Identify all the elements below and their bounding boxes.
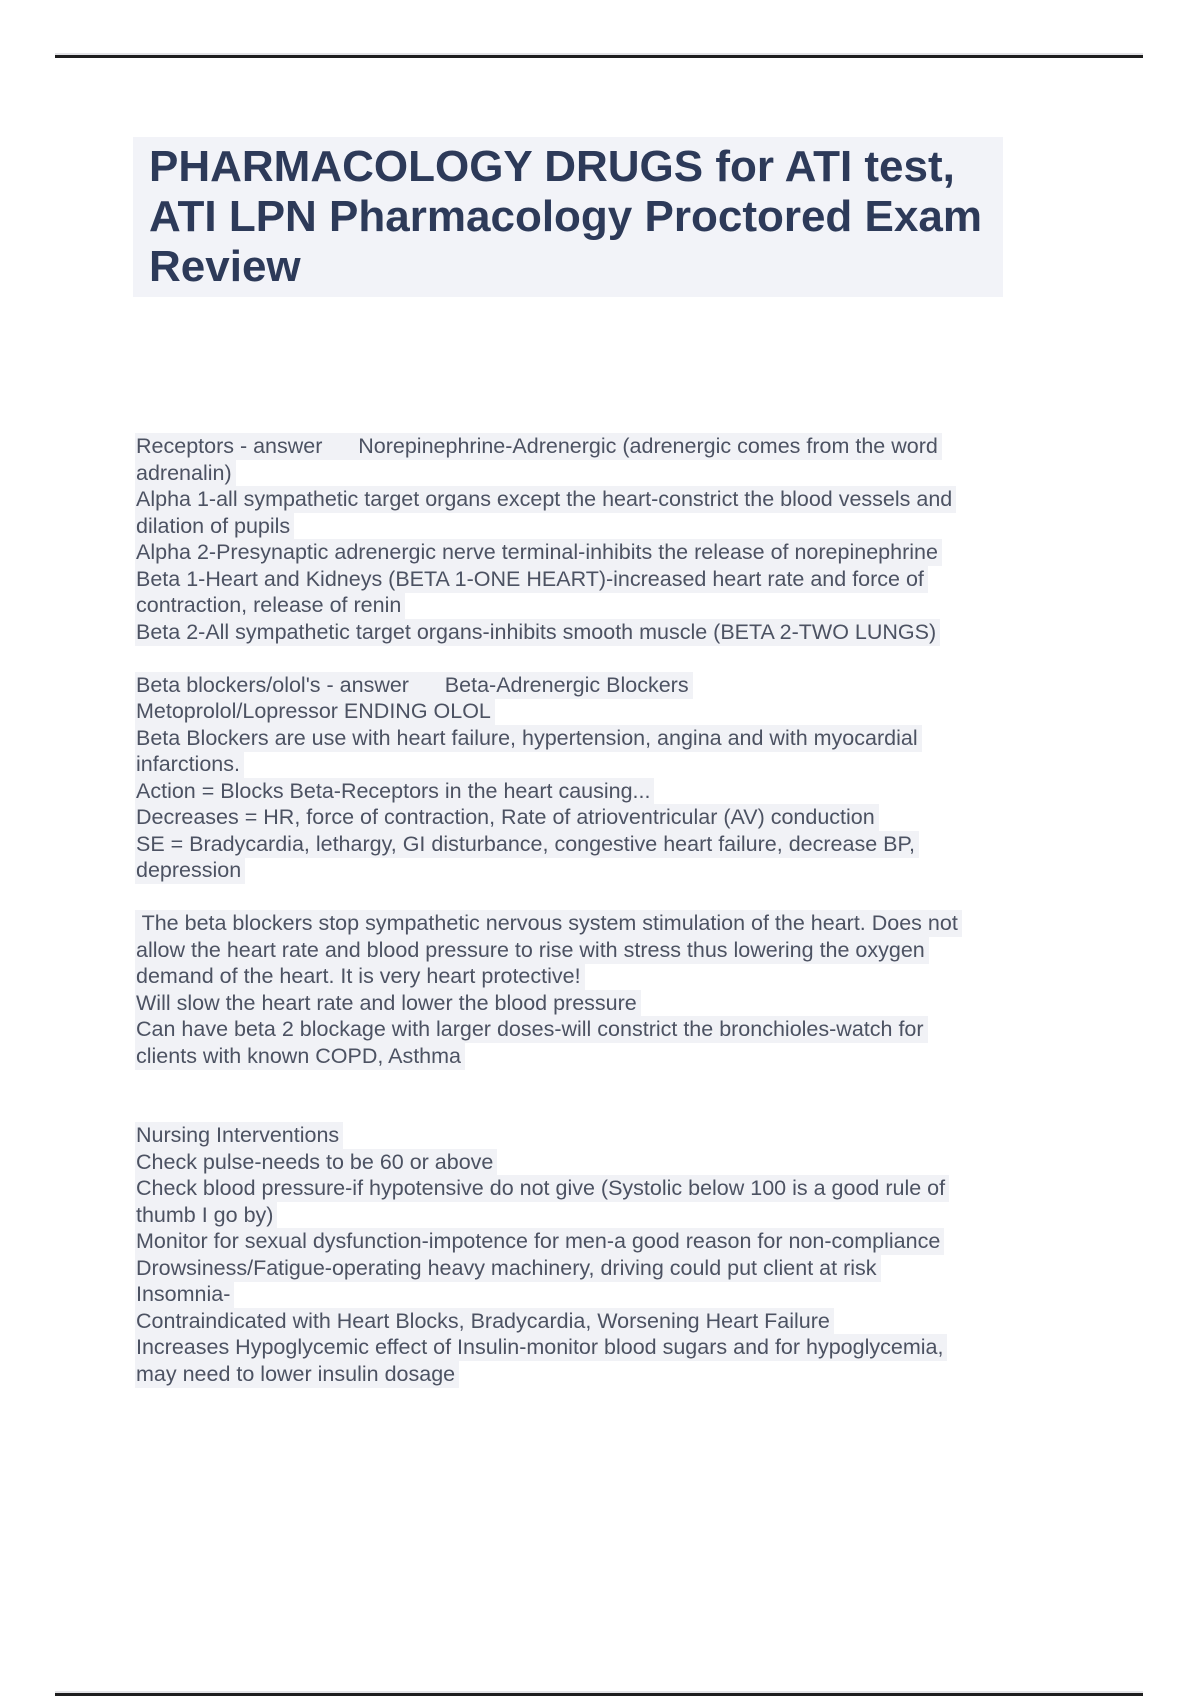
text-line [136,1282,1096,1309]
text-line [136,938,1096,965]
highlighted-text: Can have beta 2 blockage with larger doses-will constrict the bronchioles-watch for [135,1016,928,1043]
text-line [136,461,1096,488]
highlighted-text: Decreases = HR, force of contraction, Rate of atrioventricular (AV) conduction [135,804,879,831]
text-line [136,620,1096,647]
highlighted-text: Alpha 2-Presynaptic adrenergic nerve terminal-inhibits the release of norepinephrine [135,539,942,566]
text-line [136,699,1096,726]
paragraph-4 [136,1123,1096,1388]
highlighted-text: Metoprolol/Lopressor ENDING OLOL [135,698,495,725]
text-line [136,540,1096,567]
paragraph-1 [136,434,1096,646]
highlighted-text: Monitor for sexual dysfunction-impotence for men-a good reason for non-compliance [135,1228,944,1255]
highlighted-text: infarctions. [135,751,244,778]
document-body [136,434,1096,1388]
highlighted-text: adrenalin) [135,460,236,487]
highlighted-text: may need to lower insulin dosage [135,1361,459,1388]
text-line [136,832,1096,859]
text-line [136,964,1096,991]
highlighted-text: Insomnia- [135,1281,234,1308]
highlighted-text: contraction, release of renin [135,592,405,619]
highlighted-text: Drowsiness/Fatigue-operating heavy machinery, driving could put client at risk [135,1255,881,1282]
highlighted-text: dilation of pupils [135,513,294,540]
title-highlight-box [133,137,1003,297]
highlighted-text: Contraindicated with Heart Blocks, Bradycardia, Worsening Heart Failure [135,1308,834,1335]
text-line [136,1017,1096,1044]
text-line [136,1123,1096,1150]
highlighted-text: Will slow the heart rate and lower the blood pressure [135,990,641,1017]
highlighted-text: The beta blockers stop sympathetic nervous system stimulation of the heart. Does not [135,910,962,937]
highlighted-text: thumb I go by) [135,1202,277,1229]
text-line [136,1044,1096,1071]
text-line [136,593,1096,620]
page-title-line-3: Review [149,242,301,291]
highlighted-text: Beta Blockers are use with heart failure, hypertension, angina and with myocardial [135,725,922,752]
highlighted-text: Check pulse-needs to be 60 or above [135,1149,497,1176]
highlighted-text: Beta blockers/olol's - answer Beta-Adrenergic Blockers [135,672,693,699]
highlighted-text: Receptors - answer Norepinephrine-Adrenergic (adrenergic comes from the word [135,433,942,460]
highlighted-text: Action = Blocks Beta-Receptors in the heart causing... [135,778,654,805]
blank-line [136,646,1096,673]
text-line [136,1309,1096,1336]
highlighted-text: Beta 1-Heart and Kidneys (BETA 1-ONE HEART)-increased heart rate and force of [135,566,928,593]
highlighted-text: Check blood pressure-if hypotensive do not give (Systolic below 100 is a good rule of [135,1175,949,1202]
highlighted-text: Alpha 1-all sympathetic target organs except the heart-constrict the blood vessels and [135,486,956,513]
text-line [136,567,1096,594]
text-line [136,1256,1096,1283]
highlighted-text: demand of the heart. It is very heart protective! [135,963,585,990]
text-line [136,1229,1096,1256]
text-line [136,991,1096,1018]
highlighted-text: depression [135,857,245,884]
text-line [136,1362,1096,1389]
page-title-line-2: ATI LPN Pharmacology Proctored Exam [149,192,982,241]
highlighted-text: allow the heart rate and blood pressure to rise with stress thus lowering the oxygen [135,937,929,964]
text-line [136,487,1096,514]
top-divider [55,53,1143,58]
page-title-line-1: PHARMACOLOGY DRUGS for ATI test, [149,142,955,191]
highlighted-text: clients with known COPD, Asthma [135,1043,465,1070]
highlighted-text: Increases Hypoglycemic effect of Insulin-monitor blood sugars and for hypoglycemia, [135,1334,947,1361]
highlighted-text: SE = Bradycardia, lethargy, GI disturbance, congestive heart failure, decrease BP, [135,831,919,858]
text-line [136,779,1096,806]
blank-line [136,1097,1096,1124]
text-line [136,1150,1096,1177]
blank-line [136,1070,1096,1097]
text-line [136,752,1096,779]
paragraph-3 [136,911,1096,1070]
text-line [136,911,1096,938]
paragraph-2 [136,673,1096,885]
text-line [136,726,1096,753]
text-line [136,858,1096,885]
text-line [136,514,1096,541]
bottom-divider [55,1691,1143,1696]
text-line [136,805,1096,832]
text-line [136,1203,1096,1230]
highlighted-text: Beta 2-All sympathetic target organs-inhibits smooth muscle (BETA 2-TWO LUNGS) [135,619,940,646]
text-line [136,673,1096,700]
text-line [136,434,1096,461]
highlighted-text: Nursing Interventions [135,1122,343,1149]
blank-line [136,885,1096,912]
text-line [136,1335,1096,1362]
text-line [136,1176,1096,1203]
